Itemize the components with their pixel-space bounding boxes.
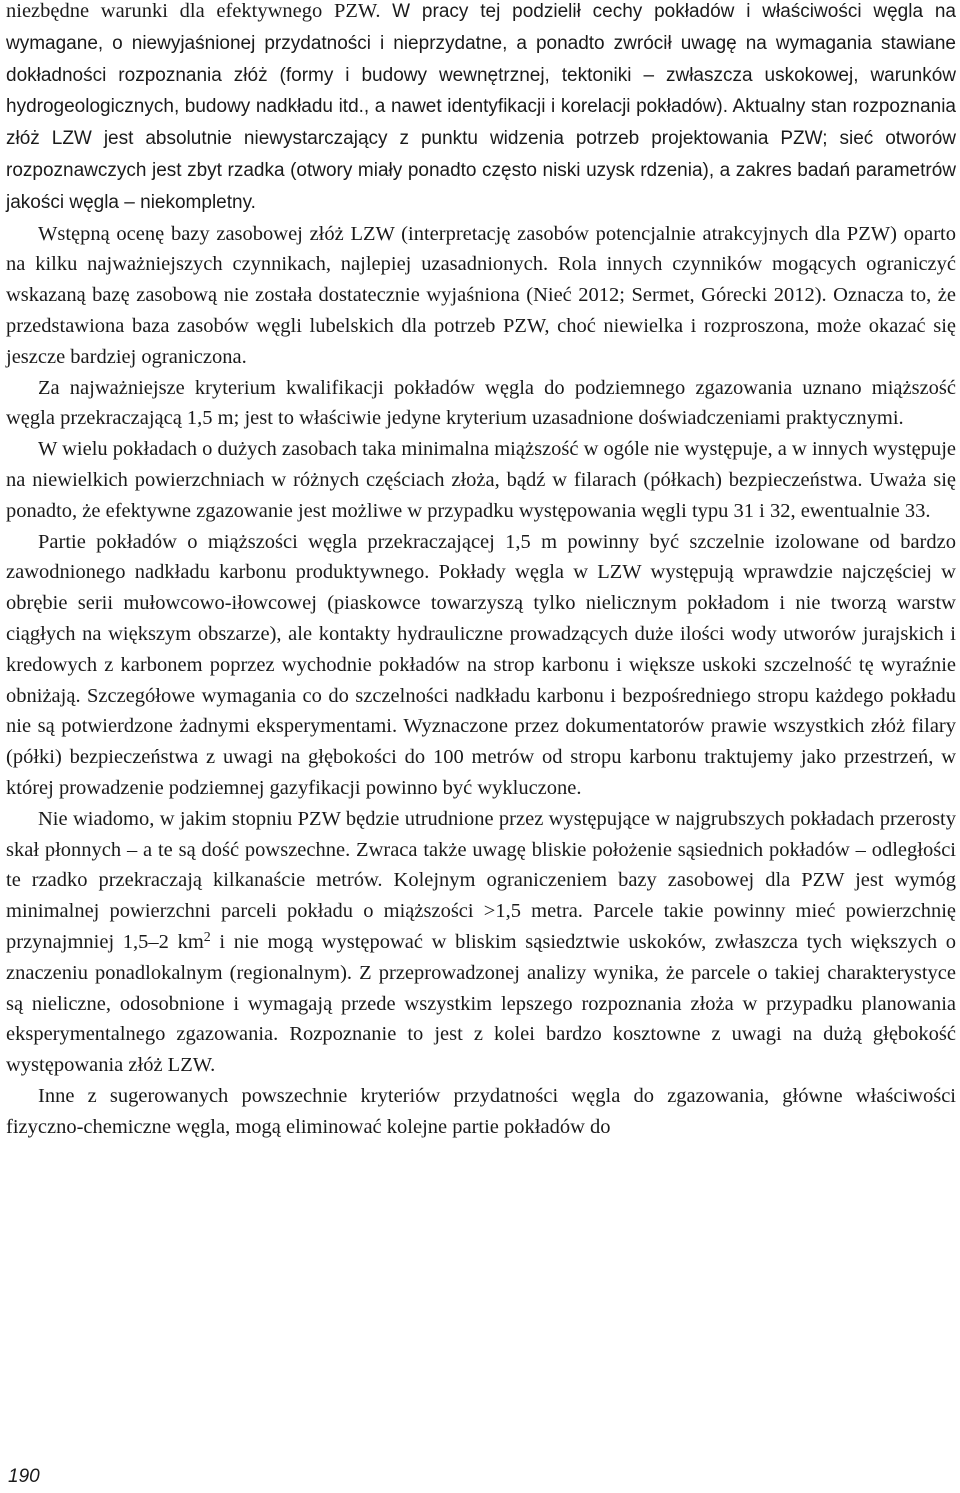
- paragraph-2: [6, 219, 956, 373]
- text-segment: W wielu pokładach o dużych zasobach taka minimalna miąższość w ogóle nie występuje, a w innych występuje na niewielkich powierzchniach w różnych częściach złoża, bądź w filarach (półkach) bezpieczeństwa. Uważa się ponadto, że efektywne zgazowanie jest możliwe w przypadku występowania węgli typu 31 i 32, ewentualnie 33.: [6, 438, 956, 522]
- paragraph-3: [6, 373, 956, 435]
- text-segment: niezbędne warunki dla efektywnego PZW.: [6, 0, 393, 22]
- paragraph-7: [6, 1081, 956, 1143]
- text-segment: W pracy tej podzielił cechy pokładów i właściwości węgla na wymagane, o niewyjaśnionej przydatności i nieprzydatne, a ponadto zwrócił uwagę na wymagania stawiane dokładności rozpoznania złóż (formy i budowy wewnętrznej, tektoniki – zwłaszcza uskokowej, warunków hydrogeologicznych, budowy nadkładu itd., a nawet identyfikacji i korelacji pokładów).: [6, 1, 956, 118]
- text-segment: Wstępną ocenę bazy zasobowej złóż LZW (interpretację zasobów potencjalnie atrakcyjnych dla PZW) oparto na kilku najważniejszych czynnikach, najlepiej uzasadnionych. Rola innych czynników mogących ograniczyć wskazaną bazę zasobową nie została dostatecznie wyjaśniona (Nieć 2012; Sermet, Górecki 2012). Oznacza to, że przedstawiona baza zasobów węgli lubelskich dla potrzeb PZW, choć niewielka i rozproszona, może okazać się jeszcze bardziej ograniczona.: [6, 222, 956, 368]
- text-segment: Partie pokładów o miąższości węgla przekraczającej 1,5 m powinny być szczelnie izolowane od bardzo zawodnionego nadkładu karbonu produktywnego. Pokłady węgla w LZW występują wprawdzie najczęściej w obrębie serii mułowcowo-iłowcowej (piaskowce towarzyszą tylko nielicznym pokładom i nie tworzą warstw ciągłych na większym obszarze), ale kontakty hydrauliczne prowadzących duże ilości wody utworów jurajskich i kredowych z karbonem poprzez wychodnie pokładów na strop karbonu i większe uskoki szczelność tę wyraźnie obniżają. Szczegółowe wymagania co do szczelności nadkładu karbonu i bezpośredniego stropu każdego pokładu nie są potwierdzone żadnymi eksperymentami. Wyznaczone przez dokumentatorów prawie wszystkich złóż filary (półki) bezpieczeństwa z uwagi na głębokości do 100 metrów od stropu karbonu traktujemy jako przestrzeń, w której prowadzenie podziemnej gazyfikacji powinno być wykluczone.: [6, 530, 956, 799]
- superscript-exponent: 2: [203, 929, 211, 945]
- text-segment: Nie wiadomo, w jakim stopniu PZW będzie utrudnione przez występujące w najgrubszych pokładach przerosty skał płonnych – a te są dość powszechne. Zwraca także uwagę bliskie położenie sąsiednich pokładów – odległości te rzadko przekraczają kilkanaście metrów. Kolejnym ograniczeniem bazy zasobowej dla PZW jest wymóg minimalnej powierzchni parceli pokładu o miąższości >1,5 metra. Parcele takie powinny mieć powierzchnię przynajmniej 1,5–2 km: [6, 807, 956, 953]
- paragraph-4: [6, 434, 956, 526]
- text-segment: Aktualny stan rozpoznania złóż LZW jest absolutnie niewystarczający z punktu widzenia potrzeb projektowania PZW; sieć otworów rozpoznawczych jest zbyt rzadka (otwory miały ponadto często niski uzysk rdzenia), a zakres badań parametrów jakości węgla – niekompletny.: [6, 96, 956, 213]
- paragraph-6: [6, 804, 956, 1081]
- text-segment: Za najważniejsze kryterium kwalifikacji pokładów węgla do podziemnego zgazowania uznano miąższość węgla przekraczającą 1,5 m; jest to właściwie jedyne kryterium uzasadnione doświadczeniami praktycznymi.: [6, 376, 956, 430]
- document-page: [6, 0, 956, 1142]
- page-number: 190: [8, 1466, 40, 1487]
- text-segment: Inne z sugerowanych powszechnie kryteriów przydatności węgla do zgazowania, główne właściwości fizyczno-chemiczne węgla, mogą eliminować kolejne partie pokładów do: [6, 1084, 956, 1138]
- paragraph-1: [6, 0, 956, 219]
- text-segment: i nie mogą występować w bliskim sąsiedztwie uskoków, zwłaszcza tych większych o znaczeniu ponadlokalnym (regionalnym). Z przeprowadzonej analizy wynika, że parcele o takiej charakterystyce są nieliczne, odosobnione i wymagają przede wszystkim lepszego rozpoznania złoża w przypadku planowania eksperymentalnego zgazowania. Rozpoznanie to jest z kolei bardzo kosztowne z uwagi na dużą głębokość występowania złóż LZW.: [6, 930, 956, 1077]
- paragraph-5: [6, 527, 956, 804]
